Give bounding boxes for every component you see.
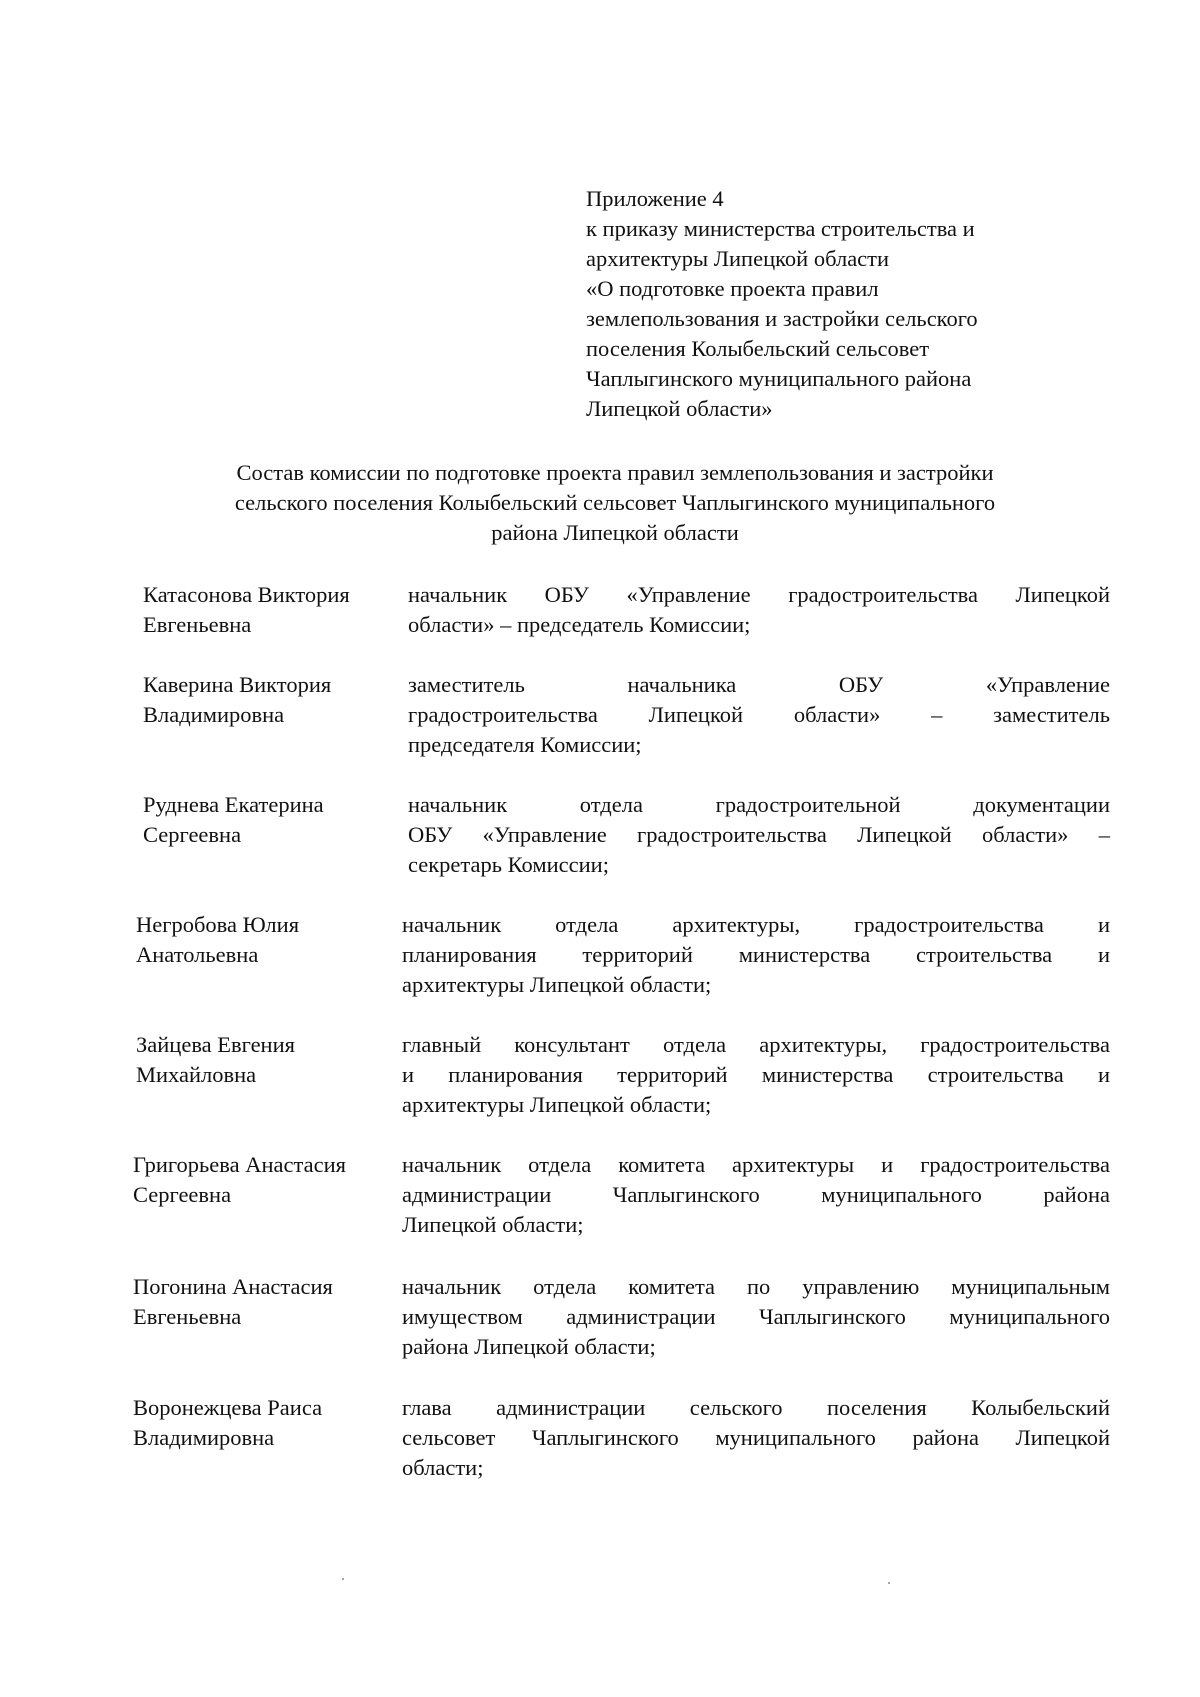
member-name <box>133 1272 383 1332</box>
position-line: начальник отдела архитектуры, градостроительства и <box>402 912 1110 937</box>
member-name-line: Руднева Екатерина <box>143 792 324 817</box>
annex-block <box>586 184 1086 424</box>
member-name-line: Воронежцева Раиса <box>133 1395 323 1420</box>
position-line: председателя Комиссии; <box>408 732 642 757</box>
position-line: главный консультант отдела архитектуры, градостроительства <box>402 1032 1110 1057</box>
document-title <box>170 458 1060 548</box>
title-line: Состав комиссии по подготовке проекта правил землепользования и застройки <box>236 460 994 485</box>
member-name <box>133 1393 383 1453</box>
position-line: района Липецкой области; <box>402 1334 656 1359</box>
member-name-line: Владимировна <box>143 702 285 727</box>
member-position <box>402 1030 1110 1120</box>
member-position <box>408 790 1110 880</box>
member-position <box>402 1272 1110 1362</box>
position-line: планирования территорий министерства строительства и <box>402 942 1110 967</box>
annex-line: Приложение 4 <box>586 186 724 211</box>
position-line: Липецкой области; <box>402 1212 584 1237</box>
annex-line: Чаплыгинского муниципального района <box>586 366 972 391</box>
annex-line: землепользования и застройки сельского <box>586 306 978 331</box>
member-name-line: Сергеевна <box>133 1182 232 1207</box>
position-line: администрации Чаплыгинского муниципального района <box>402 1182 1110 1207</box>
member-name-line: Анатольевна <box>136 942 259 967</box>
scan-speck <box>342 1578 344 1580</box>
position-line: сельсовет Чаплыгинского муниципального района Липецкой <box>402 1425 1110 1450</box>
position-line: начальник ОБУ «Управление градостроительства Липецкой <box>408 582 1110 607</box>
position-line: начальник отдела комитета архитектуры и градостроительства <box>402 1152 1110 1177</box>
member-name-line: Евгеньевна <box>143 612 252 637</box>
title-line: сельского поселения Колыбельский сельсовет Чаплыгинского муниципального <box>234 490 996 515</box>
position-line: архитектуры Липецкой области; <box>402 1092 712 1117</box>
position-line: начальник отдела градостроительной документации <box>408 792 1110 817</box>
position-line: глава администрации сельского поселения Колыбельский <box>402 1395 1110 1420</box>
member-name-line: Каверина Виктория <box>143 672 332 697</box>
member-name <box>143 790 393 850</box>
annex-line: «О подготовке проекта правил <box>586 276 879 301</box>
annex-line: поселения Колыбельский сельсовет <box>586 336 930 361</box>
position-line: области; <box>402 1455 484 1480</box>
member-name <box>143 670 393 730</box>
annex-line: Липецкой области» <box>586 396 773 421</box>
annex-line: архитектуры Липецкой области <box>586 246 890 271</box>
member-name <box>136 1030 386 1090</box>
position-line: ОБУ «Управление градостроительства Липецкой области» – <box>408 822 1110 847</box>
member-position <box>402 1150 1110 1240</box>
member-name <box>143 580 393 640</box>
position-line: области» – председатель Комиссии; <box>408 612 751 637</box>
position-line: архитектуры Липецкой области; <box>402 972 712 997</box>
member-name-line: Негробова Юлия <box>136 912 300 937</box>
member-position <box>402 1393 1110 1483</box>
member-name-line: Евгеньевна <box>133 1304 242 1329</box>
member-name-line: Погонина Анастасия <box>133 1274 333 1299</box>
position-line: градостроительства Липецкой области» – заместитель <box>408 702 1110 727</box>
member-name-line: Михайловна <box>136 1062 257 1087</box>
title-line: района Липецкой области <box>491 520 739 545</box>
member-position <box>408 670 1110 760</box>
position-line: и планирования территорий министерства строительства и <box>402 1062 1110 1087</box>
position-line: заместитель начальника ОБУ «Управление <box>408 672 1110 697</box>
member-position <box>408 580 1110 640</box>
member-name-line: Сергеевна <box>143 822 242 847</box>
member-name-line: Григорьева Анастасия <box>133 1152 346 1177</box>
member-position <box>402 910 1110 1000</box>
member-name-line: Катасонова Виктория <box>143 582 350 607</box>
member-name-line: Владимировна <box>133 1425 275 1450</box>
member-name <box>136 910 386 970</box>
member-name-line: Зайцева Евгения <box>136 1032 295 1057</box>
scan-speck <box>888 1582 890 1584</box>
annex-line: к приказу министерства строительства и <box>586 216 975 241</box>
position-line: секретарь Комиссии; <box>408 852 609 877</box>
member-name <box>133 1150 383 1210</box>
position-line: имуществом администрации Чаплыгинского муниципального <box>402 1304 1110 1329</box>
position-line: начальник отдела комитета по управлению муниципальным <box>402 1274 1110 1299</box>
